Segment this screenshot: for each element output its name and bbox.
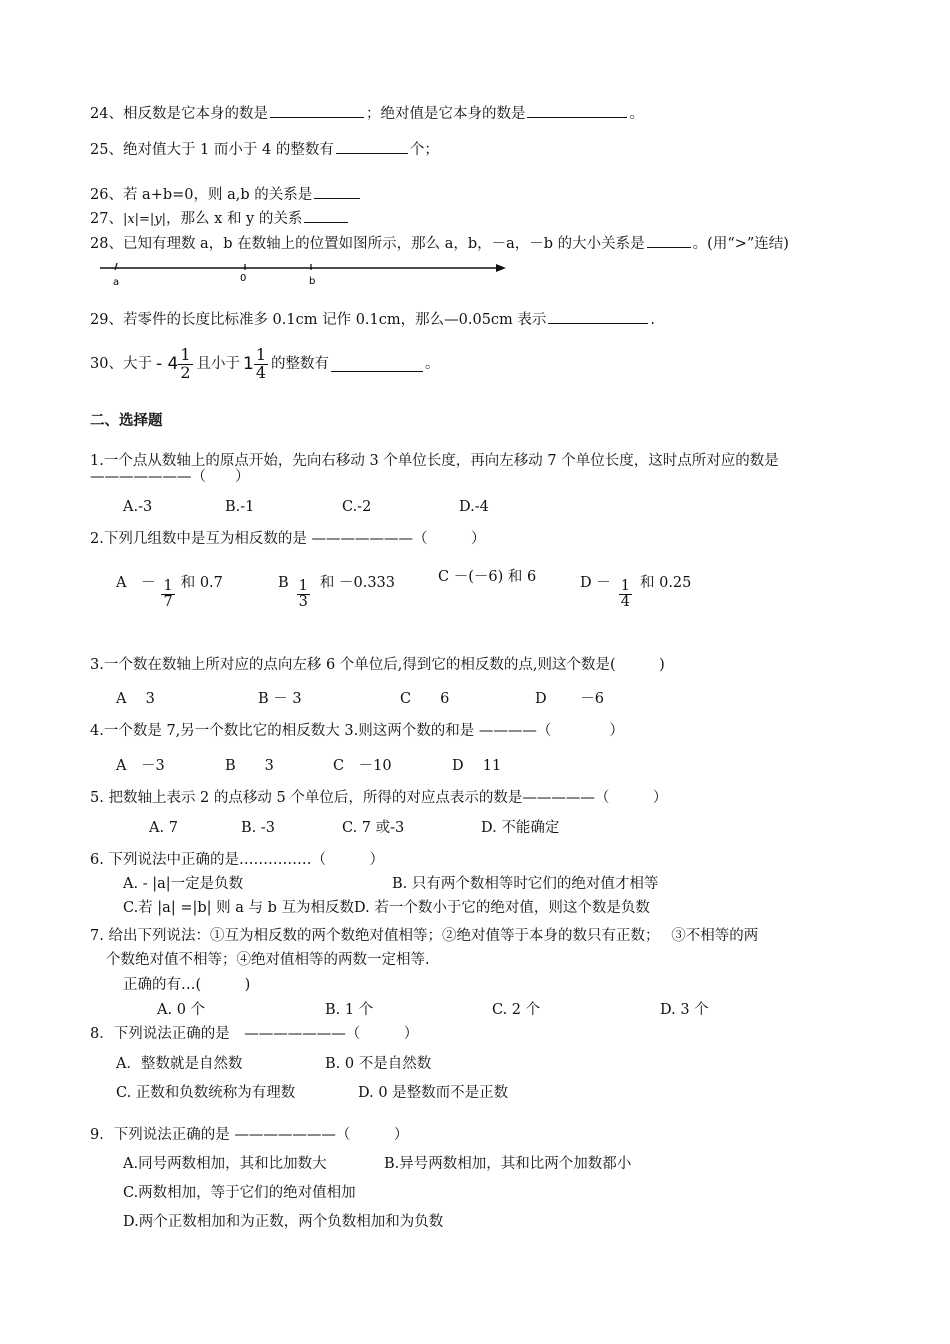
q25-blank[interactable] xyxy=(336,139,408,154)
q30-m1-numerator: 1 xyxy=(180,344,191,364)
q9-option-b[interactable]: B.异号两数相加，其和比两个加数都小 xyxy=(384,1156,632,1172)
q2-a-den: 7 xyxy=(163,594,173,611)
choice-q6: 6. 下列说法中正确的是……………（ ） xyxy=(90,852,384,868)
q2-d-tail: 和 0.25 xyxy=(639,574,692,591)
q24-blank-1[interactable] xyxy=(270,103,364,118)
q27-blank[interactable] xyxy=(304,208,348,223)
q6-option-c-d[interactable]: C.若 |a| =|b| 则 a 与 b 互为相反数D. 若一个数小于它的绝对值，则这个数是负数 xyxy=(123,900,650,916)
q3-option-b[interactable]: B － 3 xyxy=(258,691,302,707)
q2-b-fraction xyxy=(297,579,310,610)
choice-q9: 9．下列说法正确的是 ———————（ ） xyxy=(90,1127,409,1143)
q4-option-a[interactable]: A －3 xyxy=(116,758,165,774)
q30-blank[interactable] xyxy=(331,357,423,372)
q2-b-num: 1 xyxy=(298,578,308,594)
q30-text-1: 30、大于 xyxy=(90,356,152,372)
q9-option-c[interactable]: C.两数相加，等于它们的绝对值相加 xyxy=(123,1185,356,1201)
choice-q1-line1: 1.一个点从数轴上的原点开始，先向右移动 3 个单位长度，再向左移动 7 个单位长度，这时点所对应的数是 xyxy=(90,453,779,469)
q3-option-d[interactable]: D －6 xyxy=(535,691,604,707)
q8-option-d[interactable]: D. 0 是整数而不是正数 xyxy=(358,1085,509,1101)
choice-q7-line3: 正确的有…( ) xyxy=(123,977,251,993)
q30-m2-numerator: 1 xyxy=(255,344,267,364)
q24-blank-2[interactable] xyxy=(527,103,627,118)
number-line-figure xyxy=(98,258,510,290)
question-28 xyxy=(90,233,789,254)
q2-d-label: D － xyxy=(580,574,611,591)
q30-m2-fraction xyxy=(254,344,268,382)
q2-b-tail: 和 －0.333 xyxy=(319,574,396,591)
q28-text-2: 。(用“>”连结) xyxy=(692,236,789,252)
q2-a-tail: 和 0.7 xyxy=(180,574,223,591)
choice-q7-line1: 7. 给出下列说法：①互为相反数的两个数绝对值相等；②绝对值等于本身的数只有正数； ③不相等的两 xyxy=(90,928,759,944)
q1-option-a[interactable]: A.-3 xyxy=(123,499,153,515)
q24-text-1: 24、相反数是它本身的数是 xyxy=(90,106,268,122)
q26-blank[interactable] xyxy=(314,184,360,199)
q3-option-c[interactable]: C 6 xyxy=(400,691,450,707)
q2-b-den: 3 xyxy=(298,594,308,611)
question-24 xyxy=(90,103,644,124)
q9-option-a[interactable]: A.同号两数相加，其和比加数大 xyxy=(123,1156,327,1172)
q2-d-den: 4 xyxy=(620,594,630,611)
question-29 xyxy=(90,309,655,330)
q2-option-c[interactable]: C －(－6) 和 6 xyxy=(438,569,537,585)
q9-option-d[interactable]: D.两个正数相加和为正数，两个负数相加和为负数 xyxy=(123,1214,444,1230)
q8-option-b[interactable]: B. 0 不是自然数 xyxy=(325,1056,432,1072)
q26-text: 26、若 a+b=0，则 a,b 的关系是 xyxy=(90,187,313,203)
q30-m1-whole: - 4 xyxy=(155,354,179,374)
q7-option-b[interactable]: B. 1 个 xyxy=(325,1002,374,1018)
choice-q8: 8．下列说法正确的是 ———————（ ） xyxy=(90,1026,419,1042)
q4-option-c[interactable]: C －10 xyxy=(333,758,392,774)
q5-option-d[interactable]: D. 不能确定 xyxy=(481,820,560,836)
q29-text-1: 29、若零件的长度比标准多 0.1cm 记作 0.1cm，那么—0.05cm 表示 xyxy=(90,312,547,328)
label-b: b xyxy=(309,276,316,287)
question-26 xyxy=(90,184,362,205)
question-25 xyxy=(90,139,439,160)
q8-option-c[interactable]: C. 正数和负数统称为有理数 xyxy=(116,1085,296,1101)
q30-mixed-number-1 xyxy=(155,344,193,382)
choice-q7-line2: 个数绝对值不相等；④绝对值相等的两数一定相等. xyxy=(106,952,430,968)
q25-text-2: 个； xyxy=(409,142,439,158)
choice-q1-line2: ———————（ ） xyxy=(90,469,250,485)
q27-abs-expr: |x|=|y| xyxy=(122,212,167,227)
q7-option-d[interactable]: D. 3 个 xyxy=(660,1002,709,1018)
q29-text-2: . xyxy=(650,312,656,328)
q2-option-a[interactable] xyxy=(116,567,223,611)
choice-q5: 5. 把数轴上表示 2 的点移动 5 个单位后，所得的对应点表示的数是—————（ ） xyxy=(90,790,668,806)
q2-a-label: A － xyxy=(116,574,156,591)
label-0: 0 xyxy=(240,273,247,284)
choice-q3: 3.一个数在数轴上所对应的点向左移 6 个单位后,得到它的相反数的点,则这个数是( ) xyxy=(90,657,665,673)
q8-option-a[interactable]: A．整数就是自然数 xyxy=(116,1056,243,1072)
q28-blank[interactable] xyxy=(647,233,691,248)
q30-m2-whole: 1 xyxy=(243,354,254,374)
section-2-title: 二、选择题 xyxy=(90,413,163,429)
tick-a xyxy=(115,263,117,270)
q30-text-2: 的整数有 xyxy=(271,356,330,372)
q6-option-a[interactable]: A. - |a|一定是负数 xyxy=(123,876,244,892)
q30-text-mid: 且小于 xyxy=(196,356,240,372)
q5-option-c[interactable]: C. 7 或-3 xyxy=(342,820,405,836)
q30-m2-denominator: 4 xyxy=(255,362,267,382)
q29-blank[interactable] xyxy=(548,309,648,324)
q4-option-d[interactable]: D 11 xyxy=(452,758,502,774)
q5-option-b[interactable]: B. -3 xyxy=(241,820,275,836)
q24-text-2: ；绝对值是它本身的数是 xyxy=(365,106,526,122)
q25-text-1: 25、绝对值大于 1 而小于 4 的整数有 xyxy=(90,142,334,158)
q2-option-d[interactable] xyxy=(580,567,692,611)
q2-b-label: B xyxy=(278,574,289,591)
question-30 xyxy=(90,340,440,388)
q2-a-num: 1 xyxy=(163,578,173,594)
q4-option-b[interactable]: B 3 xyxy=(225,758,274,774)
q2-d-fraction xyxy=(619,579,632,610)
q28-text-1: 28、已知有理数 a，b 在数轴上的位置如图所示，那么 a，b，－a，－b 的大小关系是 xyxy=(90,236,645,252)
q1-option-d[interactable]: D.-4 xyxy=(459,499,489,515)
q7-option-a[interactable]: A. 0 个 xyxy=(157,1002,206,1018)
q1-option-b[interactable]: B.-1 xyxy=(225,499,255,515)
q2-a-fraction xyxy=(161,579,174,610)
question-27 xyxy=(90,208,350,230)
q30-m1-fraction xyxy=(178,344,192,382)
q24-text-3: 。 xyxy=(629,106,644,122)
q7-option-c[interactable]: C. 2 个 xyxy=(492,1002,541,1018)
q27-text-2: ，那么 x 和 y 的关系 xyxy=(166,211,303,227)
number-line-arrow xyxy=(496,264,506,272)
q30-m1-denominator: 2 xyxy=(180,362,191,382)
q1-option-c[interactable]: C.-2 xyxy=(342,499,372,515)
q30-mixed-number-2 xyxy=(243,344,268,382)
choice-q4: 4.一个数是 7,另一个数比它的相反数大 3.则这两个数的和是 ————（ ） xyxy=(90,723,624,739)
choice-q2: 2.下列几组数中是互为相反数的是 ———————（ ） xyxy=(90,531,486,547)
q30-text-3: 。 xyxy=(425,356,440,372)
label-a: a xyxy=(113,277,120,288)
q3-option-a[interactable]: A 3 xyxy=(116,691,155,707)
q2-d-num: 1 xyxy=(620,578,630,594)
q27-text-1: 27、 xyxy=(90,211,123,227)
q2-option-b[interactable] xyxy=(278,567,396,611)
q5-option-a[interactable]: A. 7 xyxy=(149,820,178,836)
q6-option-b[interactable]: B. 只有两个数相等时它们的绝对值才相等 xyxy=(392,876,659,892)
